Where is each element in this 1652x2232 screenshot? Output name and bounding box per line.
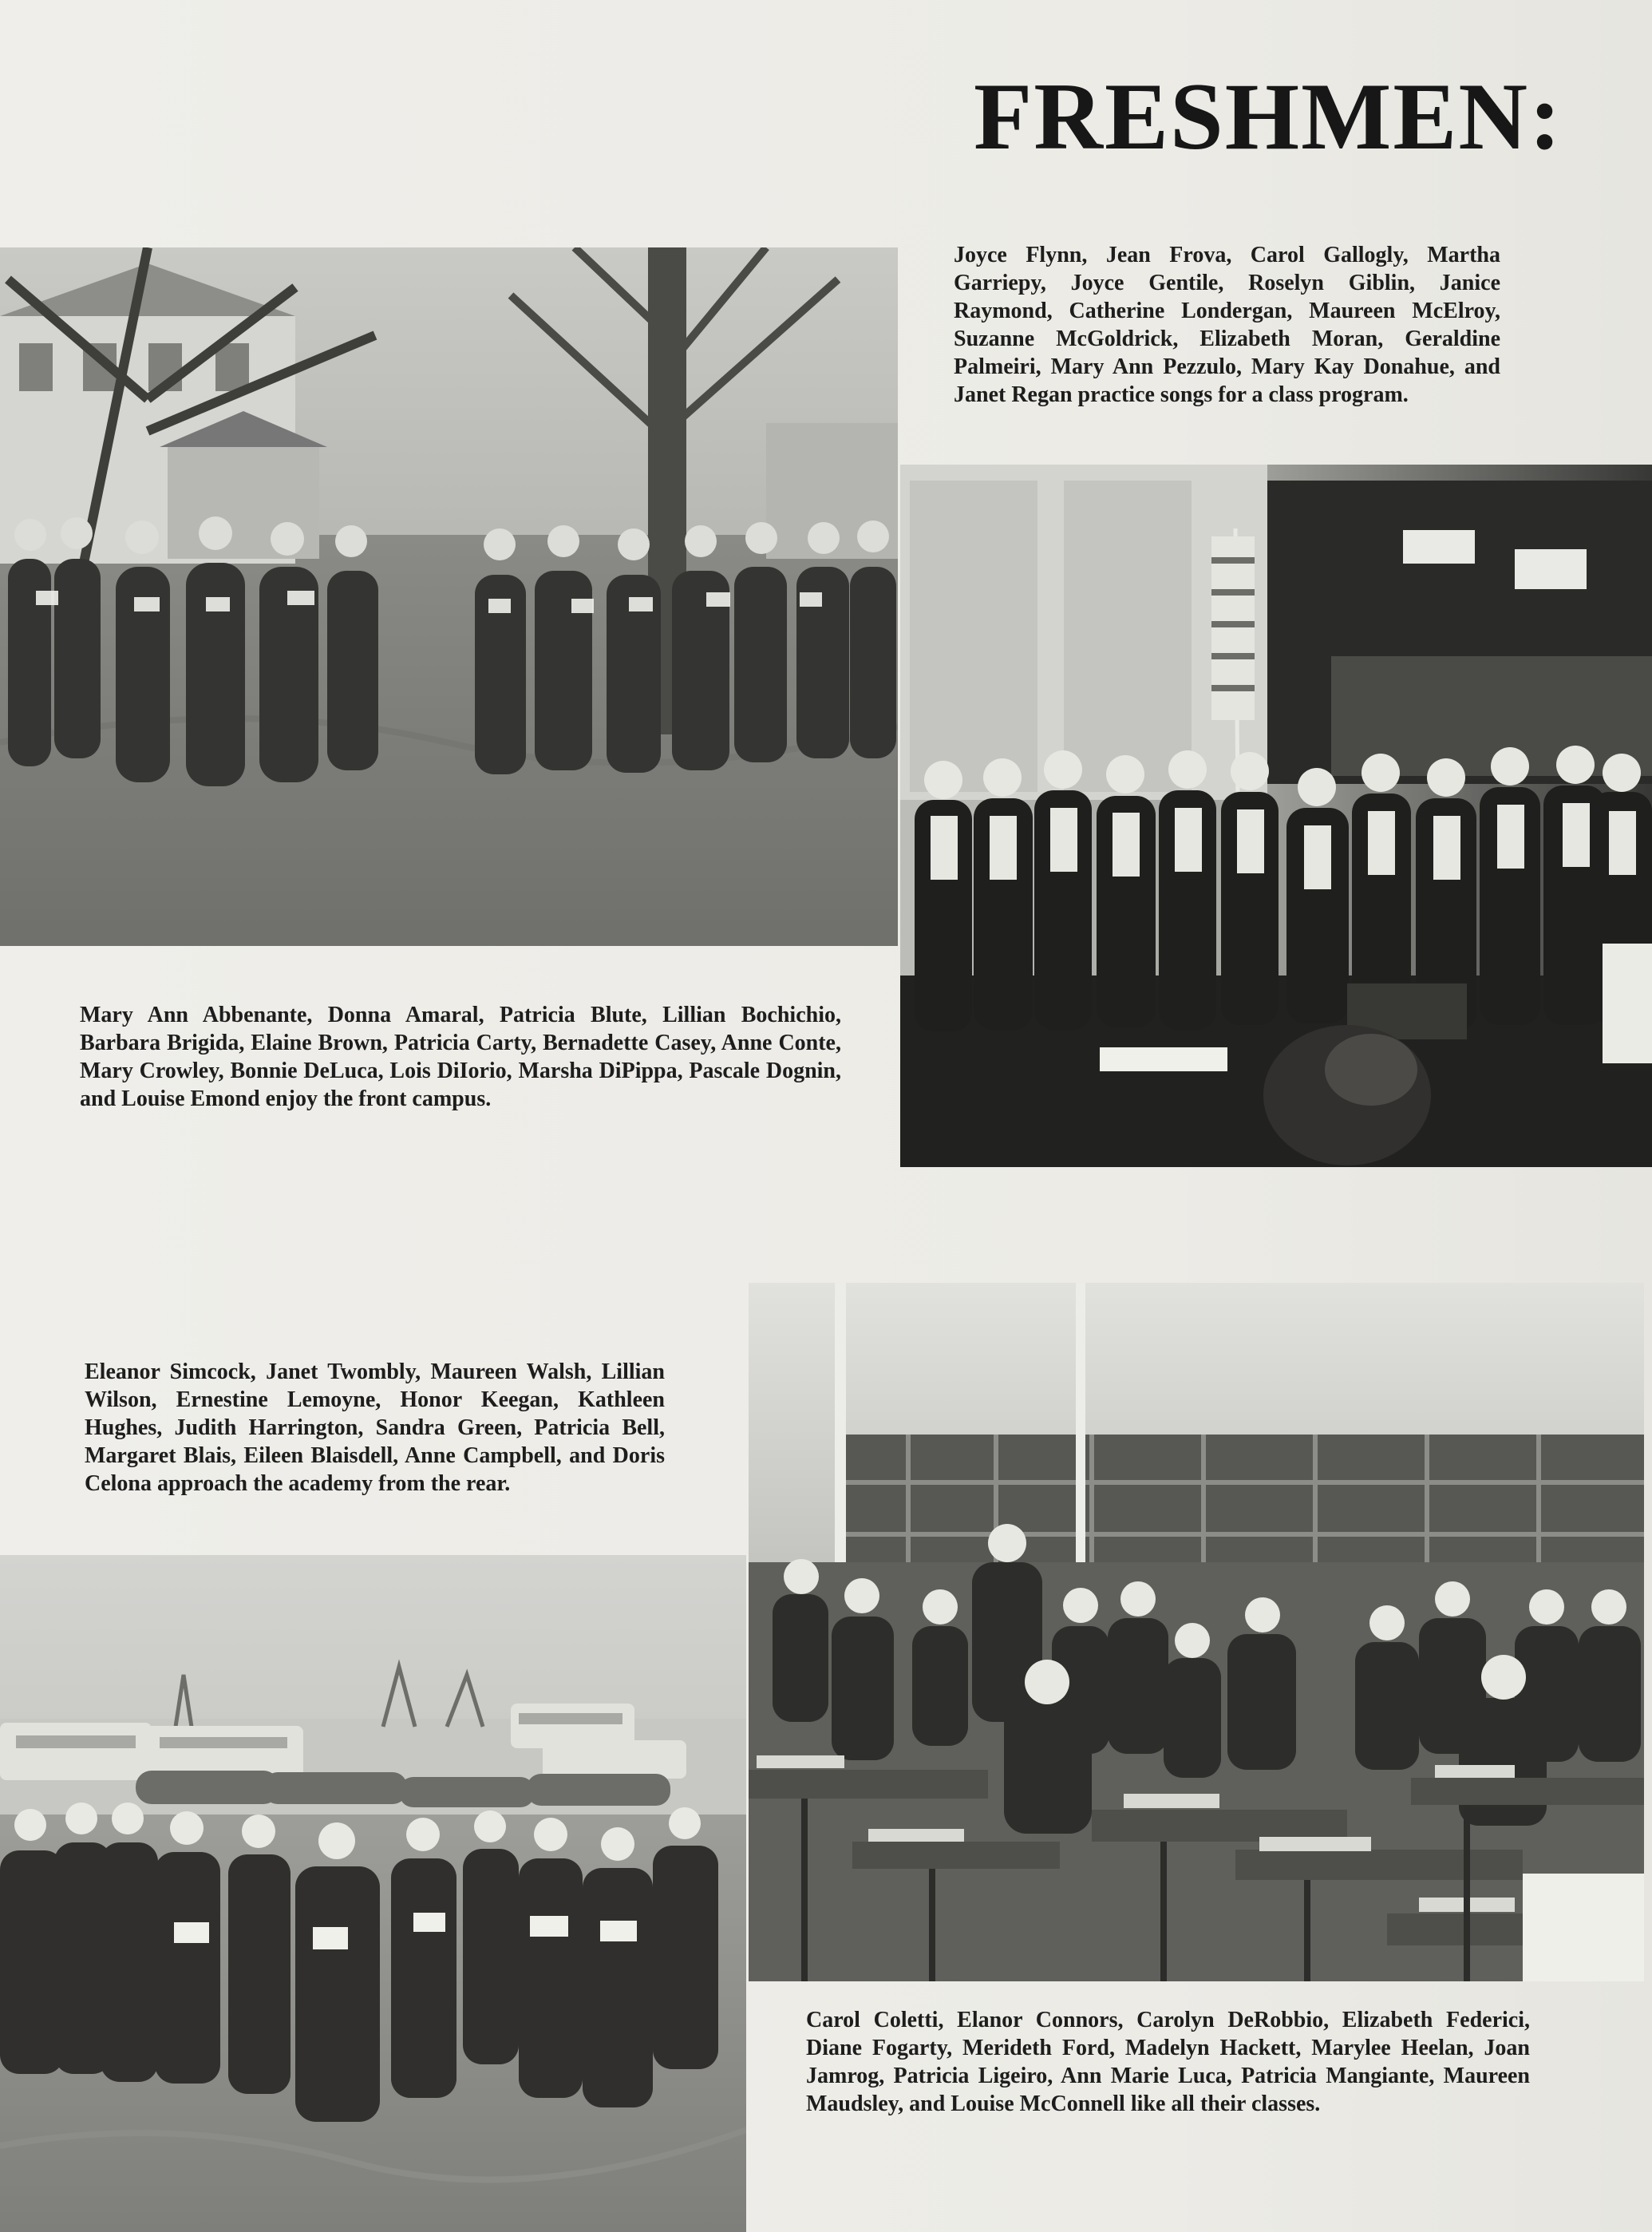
- caption-top-right: Joyce Flynn, Jean Frova, Carol Gallogly, Martha Garriepy, Joyce Gentile, Roselyn Giblin, Janice Raymond, Catherine Londergan, Maureen McElroy, Suzanne McGoldrick, Elizabeth Moran, Geraldine Palmeiri, Mary Ann Pezzulo, Mary Kay Donahue, and Janet Regan practice songs for a class program.: [954, 243, 1500, 407]
- caption-bottom-right: Carol Coletti, Elanor Connors, Carolyn DeRobbio, Elizabeth Federici, Diane Fogarty, Merideth Ford, Madelyn Hackett, Marylee Heelan, Joan Jamrog, Patricia Ligeiro, Ann Marie Luca, Patricia Mangiante, Maureen Maudsley, and Louise McConnell like all their classes.: [806, 2008, 1530, 2116]
- classroom-desks-photo: [749, 1283, 1644, 1981]
- rear-campus-photo: [0, 1555, 746, 2232]
- classroom-desks-illustration: [749, 1283, 1644, 1981]
- classroom-singing-photo: [900, 465, 1652, 1167]
- rear-campus-illustration: [0, 1555, 746, 2232]
- caption-lower-left: Eleanor Simcock, Janet Twombly, Maureen Walsh, Lillian Wilson, Ernestine Lemoyne, Honor Keegan, Kathleen Hughes, Judith Harrington, Sandra Green, Patricia Bell, Margaret Blais, Eileen Blaisdell, Anne Campbell, and Doris Celona approach the academy from the rear.: [85, 1359, 665, 1496]
- caption-middle-left: Mary Ann Abbenante, Donna Amaral, Patricia Blute, Lillian Bochichio, Barbara Brigida, Elaine Brown, Patricia Carty, Bernadette Casey, Anne Conte, Mary Crowley, Bonnie DeLuca, Lois DiIorio, Marsha DiPippa, Pascale Dognin, and Louise Emond enjoy the front campus.: [80, 1003, 841, 1111]
- front-campus-illustration: [0, 247, 898, 946]
- page-title: FRESHMEN:: [974, 63, 1563, 169]
- front-campus-photo: [0, 247, 898, 946]
- classroom-singing-illustration: [900, 465, 1652, 1167]
